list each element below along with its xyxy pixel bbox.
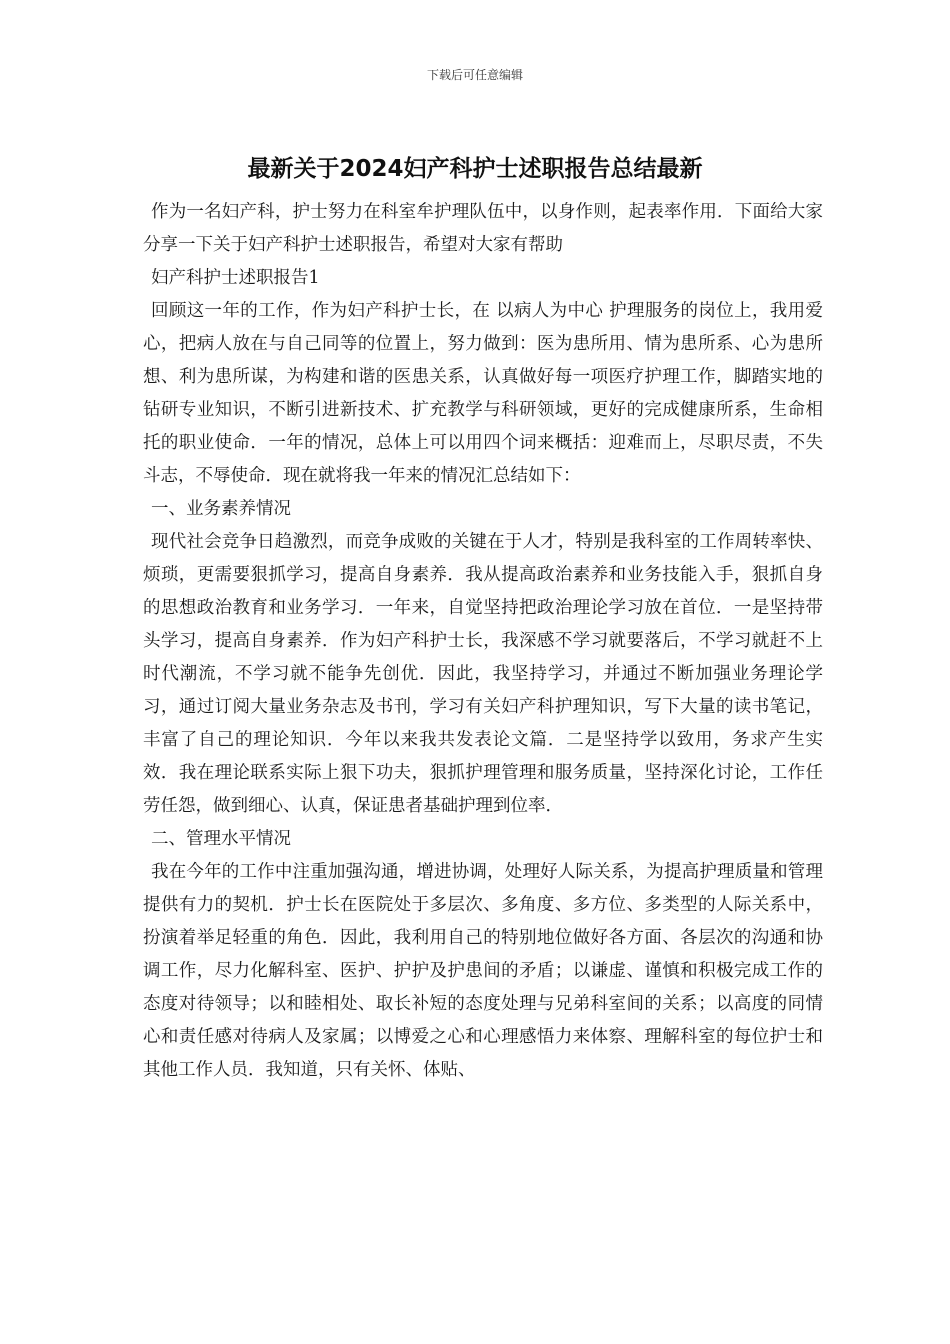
section-heading-management: 二、管理水平情况	[151, 829, 291, 849]
paragraph-business: 现代社会竞争日趋激烈，而竞争成败的关键在于人才，特别是我科室的工作周转率快、烦琐，更需要狠抓学习，提高自身素养．我从提高政治素养和业务技能入手，狠抓自身的思想政治教育和业务学习．一年来，自觉坚持把政治理论学习放在首位．一是坚持带头学习，提高自身素养．作为妇产科护士长，我深感不学习就要落后，不学习就赶不上时代潮流，不学习就不能争先创优．因此，我坚持学习，并通过不断加强业务理论学习，通过订阅大量业务杂志及书刊，学习有关妇产科护理知识，写下大量的读书笔记，丰富了自己的理论知识．今年以来我共发表论文篇．二是坚持学以致用，务求产生实效．我在理论联系实际上狠下功夫，狠抓护理管理和服务质量，坚持深化讨论，工作任劳任怨，做到细心、认真，保证患者基础护理到位率．	[143, 532, 823, 816]
section-heading-business: 一、业务素养情况	[151, 499, 291, 519]
paragraph-review: 回顾这一年的工作，作为妇产科护士长，在 以病人为中心 护理服务的岗位上，我用爱心，把病人放在与自己同等的位置上，努力做到：医为患所用、情为患所系、心为患所想、利为患所谋，为构建和谐的医患关系，认真做好每一项医疗护理工作，脚踏实地的钻研专业知识，不断引进新技术、扩充教学与科研领域，更好的完成健康所系，生命相托的职业使命．一年的情况，总体上可以用四个词来概括：迎难而上，尽职尽责，不失斗志，不辱使命．现在就将我一年来的情况汇总结如下：	[143, 301, 823, 486]
document-body	[143, 196, 823, 1087]
paragraph-management: 我在今年的工作中注重加强沟通，增进协调，处理好人际关系，为提高护理质量和管理提供有力的契机．护士长在医院处于多层次、多角度、多方位、多类型的人际关系中，扮演着举足轻重的角色．因此，我利用自己的特别地位做好各方面、各层次的沟通和协调工作，尽力化解科室、医护、护护及护患间的矛盾；以谦虚、谨慎和积极完成工作的态度对待领导；以和睦相处、取长补短的态度处理与兄弟科室间的关系；以高度的同情心和责任感对待病人及家属；以博爱之心和心理感悟力来体察、理解科室的每位护士和其他工作人员．我知道，只有关怀、体贴、	[143, 862, 823, 1080]
page-header-note: 下载后可任意编辑	[426, 68, 523, 82]
intro-paragraph: 作为一名妇产科，护士努力在科室牟护理队伍中，以身作则，起表率作用．下面给大家分享一下关于妇产科护士述职报告，希望对大家有帮助	[143, 202, 823, 255]
document-title: 最新关于2024妇产科护士述职报告总结最新	[247, 156, 703, 182]
report-title: 妇产科护士述职报告1	[151, 268, 320, 288]
